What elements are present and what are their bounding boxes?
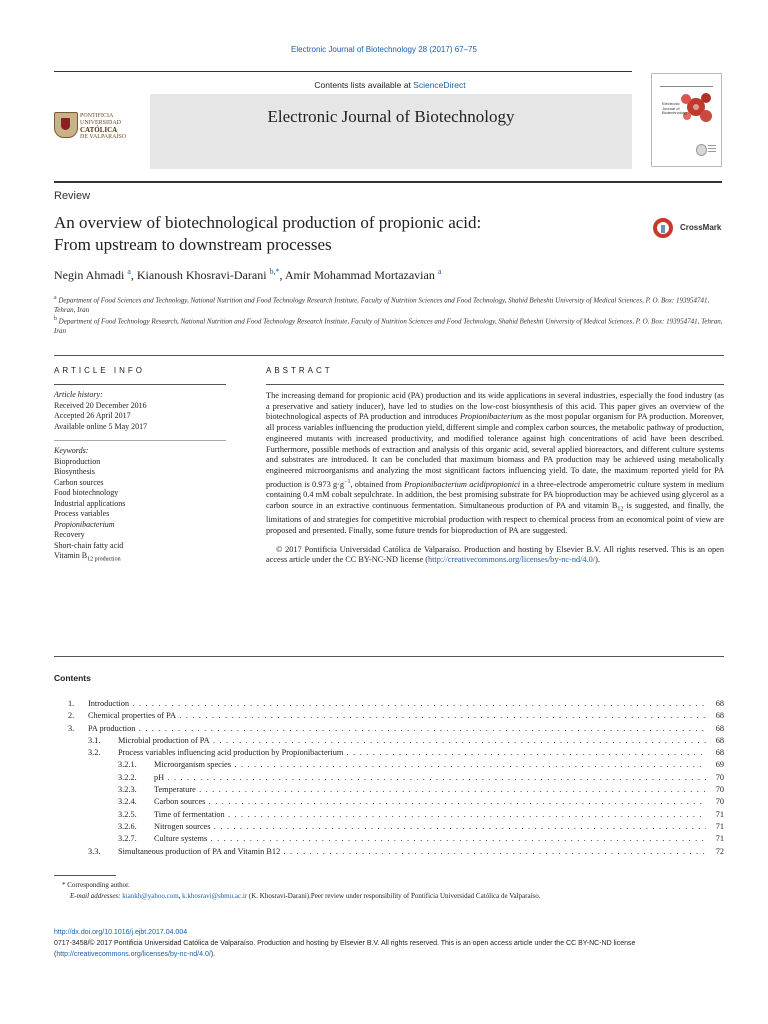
cover-bar xyxy=(660,86,713,87)
author-affil-link[interactable]: a xyxy=(437,267,442,276)
toc-entry[interactable] xyxy=(54,821,724,833)
toc-entry[interactable] xyxy=(54,833,724,845)
author-name[interactable]: Kianoush Khosravi-Darani xyxy=(136,268,267,282)
publisher-logo xyxy=(54,109,144,139)
toc-number: 1. xyxy=(68,699,75,708)
email-footnote: E-mail addresses: kiankh@yahoo.com, k.khosravi@sbmu.ac.ir (K. Khosravi-Darani).Peer review under responsibility of Pontificia Universidad Católica de Valparaíso. xyxy=(70,892,541,900)
keyword: Carbon sources xyxy=(54,477,104,487)
corresponding-author: * Corresponding author. xyxy=(62,881,130,889)
author-affil-link[interactable]: a xyxy=(127,267,131,276)
header-rule-bottom xyxy=(54,181,722,183)
toc-entry[interactable] xyxy=(54,784,724,796)
toc-page: 68 xyxy=(715,699,724,708)
toc-label[interactable]: Microbial production of PA . . . xyxy=(118,735,706,747)
toc-number: 3. xyxy=(68,723,75,733)
toc-label[interactable]: Nitrogen sources . . . xyxy=(154,821,706,833)
toc-page: 72 xyxy=(715,846,724,856)
divider xyxy=(54,384,226,385)
cover-title: Electronic Journal of Biotechnology xyxy=(662,101,688,115)
toc-entry[interactable] xyxy=(54,723,724,735)
toc-label[interactable]: Time of fermentation . . . xyxy=(154,809,706,821)
article-title: An overview of biotechnological production of propionic acid: From upstream to downstream processes xyxy=(54,213,482,254)
toc-label[interactable]: Process variables influencing acid production by Propionibacterium . . . xyxy=(118,747,706,759)
abstract-heading: ABSTRACT xyxy=(266,366,333,375)
toc-number: 3.2.7. xyxy=(118,834,137,844)
toc-label[interactable]: Introduction . . . xyxy=(88,698,706,710)
toc-label[interactable]: PA production . . . xyxy=(88,723,706,735)
author-name[interactable]: Negin Ahmadi xyxy=(54,268,125,282)
toc-entry[interactable] xyxy=(54,735,724,747)
toc-entry[interactable] xyxy=(54,809,724,821)
keyword: Propionibacterium xyxy=(54,519,115,529)
crossmark-icon xyxy=(653,218,673,238)
toc-number: 2. xyxy=(68,711,75,721)
toc-number: 3.2.1. xyxy=(118,760,137,770)
toc-entry[interactable] xyxy=(54,846,724,858)
keyword: Process variables xyxy=(54,509,110,518)
header-rule-top xyxy=(54,71,632,72)
divider xyxy=(54,355,724,356)
toc-label[interactable]: Temperature . . . xyxy=(154,784,706,796)
abstract-text: The increasing demand for propionic acid (PA) production and its wide applications in several industries, especially the food industry (as a preservative and satiety inducer), have led to studies on the low-cost biosynthesis of this acid. This paper gives an overview of the biotechnological aspects of PA production and introduces Propionibacterium as the most popular organism for PA production. Moreover, all process variables influencing the production yield, different simple and complex carbon sources, the metabolic pathway of production, engineered mutants with increased productivity, and modified tolerance against high concentrations of acid have been described. Furthermore, possible methods of extraction and analysis of this organic acid, several applied bioreactors, and different culture systems and substrates are introduced. It can be concluded that maximum biomass and PA production may be achieved using metabolically engineered microorganisms and analyzing the most significant factors influencing yield. To date, the maximum reported yield for PA production is 0.973 $g\cdot g^{-1}$, obtained from Propionibacterium acidipropionici in a three-electrode amperometric culture system in medium containing 0.4 mM cobalt sepulchrate. In addition, the best promising substrate for PA bioproduction may be achieved using glycerol as a carbon source in an extractive continuous fermentation. Simultaneous production of PA and vitamin $B_{12}$ is suggested, and finally, the limitations of and strategies for competitive microbial production with respect to chemical process from an economical point of view are proposed and presented. Finally, some future trends for bioproduction of PA are suggested. xyxy=(266,391,725,535)
toc-page: 70 xyxy=(715,785,724,795)
email-link[interactable]: k.khosravi@sbmu.ac.ir xyxy=(182,892,248,900)
license-link[interactable]: http://creativecommons.org/licenses/by-nc-nd/4.0/ xyxy=(427,555,596,565)
cover-text-lines xyxy=(708,145,716,153)
toc-label[interactable]: Simultaneous production of PA and Vitamin B12 . . . xyxy=(118,846,706,858)
toc-page: 71 xyxy=(715,809,724,819)
toc-page: 68 xyxy=(715,748,724,758)
footer-license: (http://creativecommons.org/licenses/by-nc-nd/4.0/). xyxy=(54,951,216,958)
keywords-list: Keywords: Bioproduction Biosynthesis Carbon sources Food biotechnology Industrial applications Process variables Propionibacterium Recovery Short-chain fatty acid Vitamin $B_{12 production}$ xyxy=(54,446,226,565)
logo-line-2: CATÓLICA xyxy=(80,126,118,134)
sciencedirect-link[interactable]: ScienceDirect xyxy=(413,80,466,90)
doi-link[interactable]: http://dx.doi.org/10.1016/j.ejbt.2017.04.004 xyxy=(54,929,188,936)
email-link[interactable]: kiankh@yahoo.com xyxy=(122,892,179,900)
toc-entry[interactable] xyxy=(54,710,724,722)
journal-cover[interactable] xyxy=(651,73,722,167)
journal-banner xyxy=(150,94,632,169)
copyright-notice: © 2017 Pontificia Universidad Católica de Valparaíso. Production and hosting by Elsevier B.V. All rights reserved. This is an open access article under the CC BY-NC-ND license (http://creativecommons.org/licenses/by-nc-nd/4.0/). xyxy=(266,544,724,565)
toc-label[interactable]: pH . . . xyxy=(154,772,706,784)
crossmark-label: CrossMark xyxy=(680,223,722,232)
license-link[interactable]: http://creativecommons.org/licenses/by-nc-nd/4.0/ xyxy=(56,951,211,958)
crest-icon xyxy=(54,112,78,138)
toc-number: 3.2.5. xyxy=(118,809,137,819)
toc-entry[interactable] xyxy=(54,759,724,771)
article-info-heading: ARTICLE INFO xyxy=(54,366,145,375)
toc-page: 70 xyxy=(715,797,724,807)
toc-page: 70 xyxy=(715,772,724,782)
author-name[interactable]: Amir Mohammad Mortazavian xyxy=(284,268,435,282)
contents-title: Contents xyxy=(54,673,91,683)
keyword: Biosynthesis xyxy=(54,467,95,476)
journal-title[interactable]: Electronic Journal of Biotechnology xyxy=(267,107,515,126)
footnote-rule xyxy=(54,875,116,876)
toc-label[interactable]: Microorganism species . . . xyxy=(154,759,706,771)
toc-entry[interactable] xyxy=(54,772,724,784)
affiliation-a: $^a$ Department of Food Sciences and Technology, National Nutrition and Food Technology Research Institute, Faculty of Nutrition Sciences and Food Technology, Shahid Beheshti University of Medical Sciences, P. O. Box: 193954741, Tehran, Iran xyxy=(54,295,710,315)
toc-entry[interactable] xyxy=(54,747,724,759)
keyword: Industrial applications xyxy=(54,498,126,508)
abstract-body xyxy=(266,391,724,566)
affiliation-b: $^b$ Department of Food Technology Research, National Nutrition and Food Technology Research Institute, Faculty of Nutrition Sciences and Food Technology, Shahid Beheshti University of Medical Sciences, P. O. Box: 193954741, Tehran, Iran xyxy=(54,316,723,336)
toc-page: 68 xyxy=(715,711,724,721)
toc-number: 3.2.2. xyxy=(118,772,137,782)
toc-number: 3.2.4. xyxy=(118,797,137,807)
toc-label[interactable]: Carbon sources . . . xyxy=(154,796,706,808)
keyword: Recovery xyxy=(54,530,85,539)
toc-number: 3.2.3. xyxy=(118,785,137,795)
table-of-contents xyxy=(54,698,724,858)
author-affil-link[interactable]: b,* xyxy=(269,267,280,276)
divider xyxy=(266,384,724,385)
toc-entry[interactable] xyxy=(54,698,724,710)
toc-page: 71 xyxy=(715,821,724,831)
article-type: Review xyxy=(54,190,91,202)
contents-prefix: Contents lists available at xyxy=(314,80,414,90)
article-history: Article history: Received 20 December 2016 Accepted 26 April 2017 Available online 5 May 2017 xyxy=(54,390,148,431)
toc-label[interactable]: Chemical properties of PA . . . xyxy=(88,710,706,722)
keyword: Bioproduction xyxy=(54,456,101,466)
keyword: Food biotechnology xyxy=(54,488,119,497)
toc-entry[interactable] xyxy=(54,796,724,808)
crossmark-badge[interactable] xyxy=(653,218,733,244)
toc-number: 3.1. xyxy=(88,735,101,745)
toc-page: 68 xyxy=(715,723,724,733)
toc-page: 69 xyxy=(715,760,724,770)
issn-line: 0717-3458/© 2017 Pontificia Universidad Católica de Valparaíso. Production and hosting by Elsevier B.V. All rights reserved. This is an open access article under the CC BY-NC-ND license xyxy=(54,940,636,947)
divider xyxy=(54,440,226,441)
cover-seal-icon xyxy=(696,144,707,156)
logo-line-1: PONTIFICIA UNIVERSIDAD xyxy=(80,113,121,126)
toc-number: 3.3. xyxy=(88,846,101,856)
contents-available xyxy=(150,80,630,90)
author-list: Negin Ahmadi $^a$, Kianoush Khosravi-Darani $^{b,*}$, Amir Mohammad Mortazavian $^a$ xyxy=(54,267,442,282)
toc-label[interactable]: Culture systems . . . xyxy=(154,833,706,845)
journal-citation[interactable]: Electronic Journal of Biotechnology 28 (2017) 67–75 xyxy=(291,45,477,54)
logo-line-3: DE VALPARAÍSO xyxy=(80,134,127,140)
toc-page: 68 xyxy=(715,735,724,745)
toc-number: 3.2.6. xyxy=(118,821,137,831)
divider xyxy=(54,656,724,657)
toc-number: 3.2. xyxy=(88,748,101,758)
toc-page: 71 xyxy=(715,834,724,844)
keyword: Vitamin $B_{12 production}$ xyxy=(54,551,121,563)
keyword: Short-chain fatty acid xyxy=(54,540,124,550)
